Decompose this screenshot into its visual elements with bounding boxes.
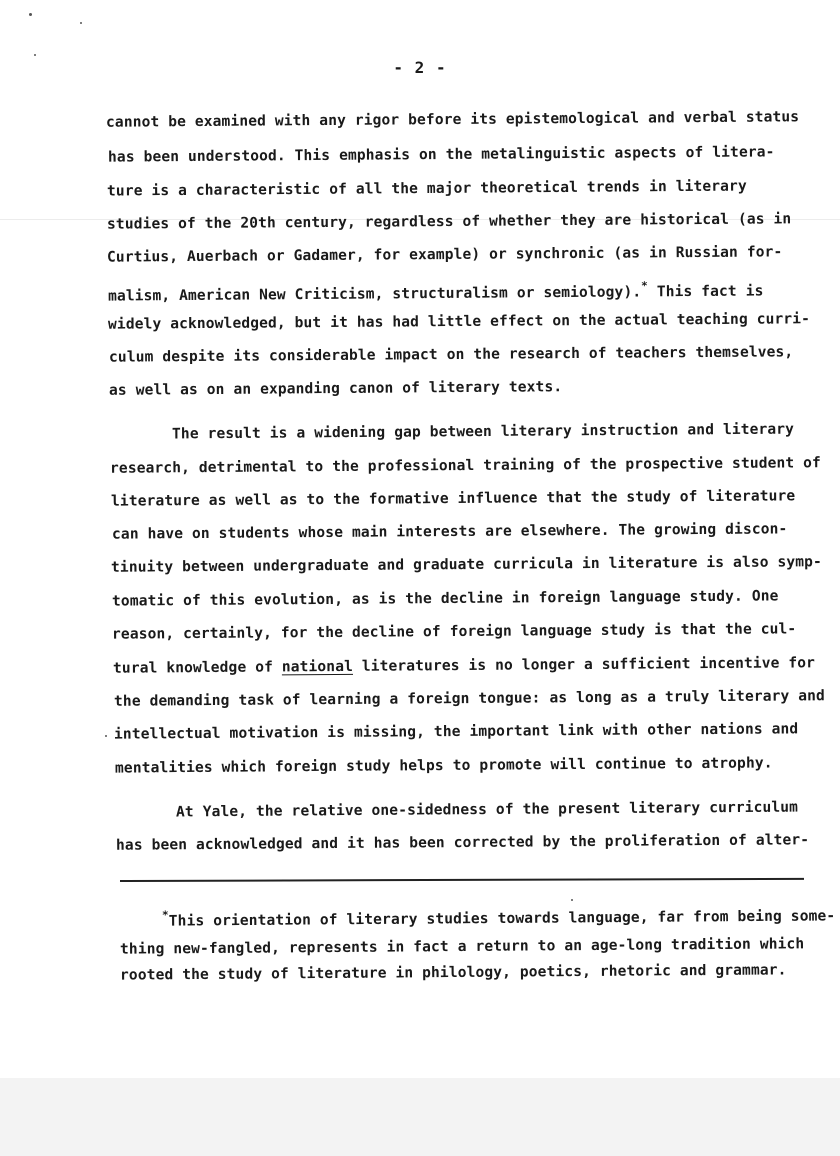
body-text: literatures is no longer a sufficient incentive for	[352, 654, 816, 675]
footnote-line	[162, 901, 835, 930]
body-line: has been understood. This emphasis on the metalinguistic aspects of litera-	[107, 143, 775, 166]
body-text: malism, American New Criticism, structuralism or semiology).	[107, 283, 642, 305]
body-line: Curtius, Auerbach or Gadamer, for example) or synchronic (as in Russian for-	[106, 243, 783, 266]
body-line: as well as on an expanding canon of literary texts.	[108, 378, 563, 399]
body-line-with-footnote-ref	[108, 276, 764, 305]
body-line: widely acknowledged, but it has had little effect on the actual teaching curri-	[107, 310, 811, 333]
footnote-text: This orientation of literary studies towards language, far from being some-	[168, 907, 836, 930]
body-line: has been acknowledged and it has been corrected by the proliferation of alter-	[115, 831, 810, 854]
footnote-reference-marker: *	[641, 279, 648, 293]
body-line: studies of the 20th century, regardless of whether they are historical (as in	[106, 210, 792, 233]
footnote-line: thing new-fangled, represents in fact a return to an age-long tradition which	[119, 935, 805, 958]
scan-speck	[34, 54, 36, 56]
body-line: literature as well as to the formative influence that the study of literature	[110, 487, 796, 510]
scan-speck	[80, 22, 82, 24]
footnote-separator-rule	[120, 878, 804, 882]
scan-speck	[29, 13, 32, 16]
body-text: This fact is	[647, 282, 764, 301]
footnote-line: rooted the study of literature in philology, poetics, rhetoric and grammar.	[119, 961, 787, 984]
body-line: The result is a widening gap between literary instruction and literary	[171, 420, 795, 443]
page-bottom-shade	[0, 1078, 840, 1156]
scan-speck	[105, 735, 107, 737]
body-line: At Yale, the relative one-sidedness of the present literary curriculum	[175, 798, 799, 821]
body-line: intellectual motivation is missing, the important link with other nations and	[113, 720, 799, 743]
body-line: reason, certainly, for the decline of foreign language study is that the cul-	[111, 620, 797, 643]
body-line: tinuity between undergraduate and graduate curricula in literature is also symp-	[110, 553, 822, 576]
body-line: tomatic of this evolution, as is the decline in foreign language study. One	[111, 587, 779, 610]
body-line: ture is a characteristic of all the major theoretical trends in literary	[106, 177, 747, 200]
body-line: mentalities which foreign study helps to promote will continue to atrophy.	[114, 754, 773, 777]
footnote-marker: *	[161, 908, 169, 922]
body-text: tural knowledge of	[112, 658, 282, 677]
body-line: research, detrimental to the professional training of the prospective student of	[109, 454, 821, 477]
body-line: culum despite its considerable impact on the research of teachers themselves,	[108, 343, 794, 366]
body-line: can have on students whose main interests are elsewhere. The growing discon-	[111, 520, 788, 543]
scan-speck	[571, 899, 573, 901]
underlined-word: national	[281, 657, 354, 676]
body-line: cannot be examined with any rigor before its epistemological and verbal status	[105, 108, 800, 131]
body-line: the demanding task of learning a foreign tongue: as long as a truly literary and	[113, 687, 825, 710]
page-number: - 2 -	[393, 58, 447, 77]
body-line-with-underline	[113, 654, 815, 678]
